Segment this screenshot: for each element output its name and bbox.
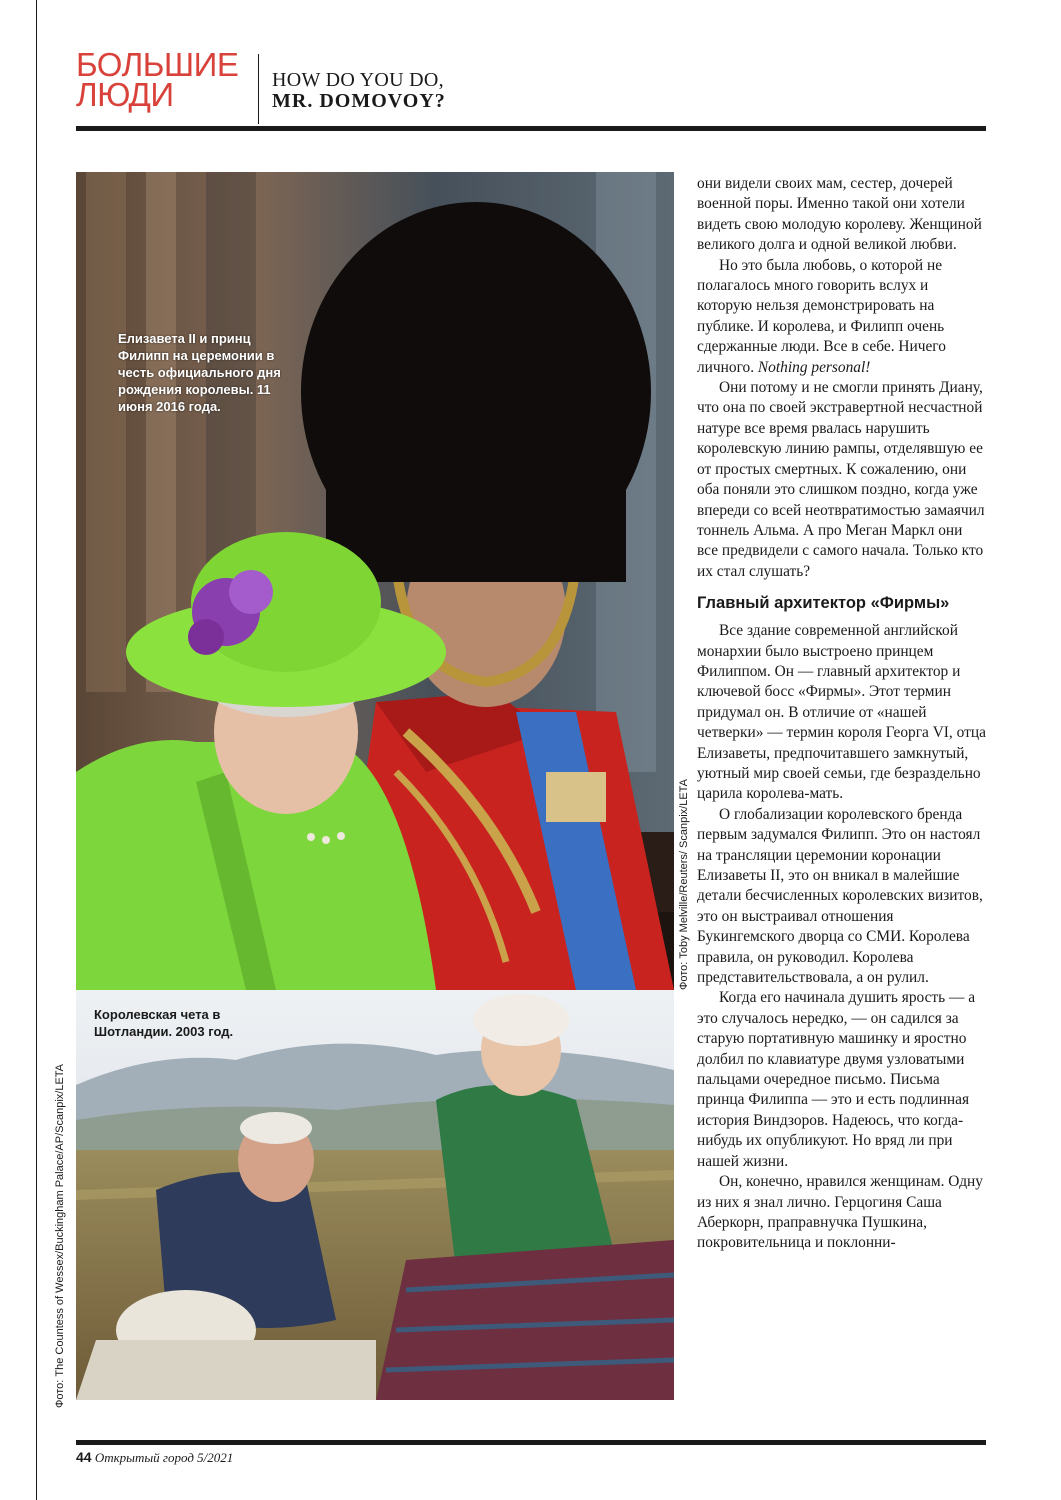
photo-credit-top: Фото: Toby Melville/Reuters/ Scanpix/LETA xyxy=(678,779,690,990)
story-title xyxy=(272,70,672,112)
header-rule xyxy=(76,126,986,131)
article-paragraph: Он, конечно, нравился женщинам. Одну из них я знал лично. Герцогиня Саша Аберкорн, праправнучка Пушкина, покровительница и поклонни- xyxy=(697,1173,983,1252)
photo-illustration xyxy=(76,172,674,990)
article-paragraph: Когда его начинала душить ярость — а это случалось нередко, — он садился за старую портативную машинку и яростно долбил по клавиатуре двумя узловатыми пальцами очередное письмо. Письма принца Филиппа — это и есть подлинная история Виндзоров. Надеюсь, что когда-нибудь их опубликуют. Но вряд ли при нашей жизни. xyxy=(697,989,976,1170)
article-paragraph: Они потому и не смогли принять Диану, что она по своей экстравертной несчастной натуре все время рвалась нарушить королевскую линию рампы, отделявшую ее от простых смертных. К сожалению, они оба поняли это слишком поздно, когда уже впереди со всей неотвратимостью замаячил тоннель Альма. А про Меган Маркл они все предвидели с самого начала. Только кто их стал слушать? xyxy=(697,379,985,580)
article-paragraph: они видели своих мам, сестер, дочерей военной поры. Именно такой они хотели видеть свою молодую королеву. Женщиной великого долга и одной великой любви. xyxy=(697,175,982,254)
article-italic-phrase: Nothing personal! xyxy=(757,358,871,376)
section-title xyxy=(76,46,254,113)
header-divider xyxy=(258,54,259,124)
article-paragraph xyxy=(697,256,987,378)
article-column xyxy=(697,174,987,1254)
photo-illustration-scotland xyxy=(76,990,674,1400)
article-paragraph: Все здание современной английской монархии было выстроено принцем Филиппом. Он — главный архитектор и ключевой босс «Фирмы». Этот термин придумал он. В отличие от «нашей четверки» — термин короля Георга VI, отца Елизаветы, предпочитавшего замкнутый, уютный мир своей семьи, где безраздельно царила королева-мать. xyxy=(697,622,986,803)
story-title-line-2: MR. DOMOVOY? xyxy=(272,90,446,112)
page-edge-rule xyxy=(36,0,37,1500)
article-subheading: Главный архитектор «Фирмы» xyxy=(697,594,950,613)
photo-caption-top: Елизавета II и принц Филипп на церемонии в честь официального дня рождения королевы. 11 июня 2016 года. xyxy=(118,331,281,414)
page-number: 44 xyxy=(76,1449,92,1465)
section-title-line-2: ЛЮДИ xyxy=(76,76,174,113)
magazine-issue: 5/2021 xyxy=(197,1450,234,1465)
photo-queen-and-philip-2016 xyxy=(76,172,674,990)
photo-royal-couple-scotland-2003 xyxy=(76,990,674,1400)
magazine-name: Открытый город xyxy=(94,1450,194,1465)
photo-caption-bottom: Королевская чета в Шотландии. 2003 год. xyxy=(94,1007,234,1039)
story-title-line-1: HOW DO YOU DO, xyxy=(272,69,444,91)
photo-credit-bottom: Фото: The Countess of Wessex/Buckingham Palace/AP/Scanpix/LETA xyxy=(54,1063,66,1408)
article-paragraph: О глобализации королевского бренда первым задумался Филипп. Это он настоял на трансляции церемонии коронации Елизаветы II, это он вникал в малейшие детали бесчисленных королевских визитов, это он выстраивал отношения Букингемского дворца со СМИ. Королева правила, он руководил. Королева представительствовала, а он рулил. xyxy=(697,805,983,987)
footer-rule xyxy=(76,1440,986,1445)
page-footer xyxy=(76,1449,233,1466)
article-paragraph-text: Но это была любовь, о которой не полагалось много говорить вслух и которую нельзя демонстрировать на публике. И королева, и Филипп очень сдержанные люди. Все в себе. Ничего личного. xyxy=(697,256,946,376)
section-title-line-1: БОЛЬШИЕ xyxy=(76,46,239,83)
